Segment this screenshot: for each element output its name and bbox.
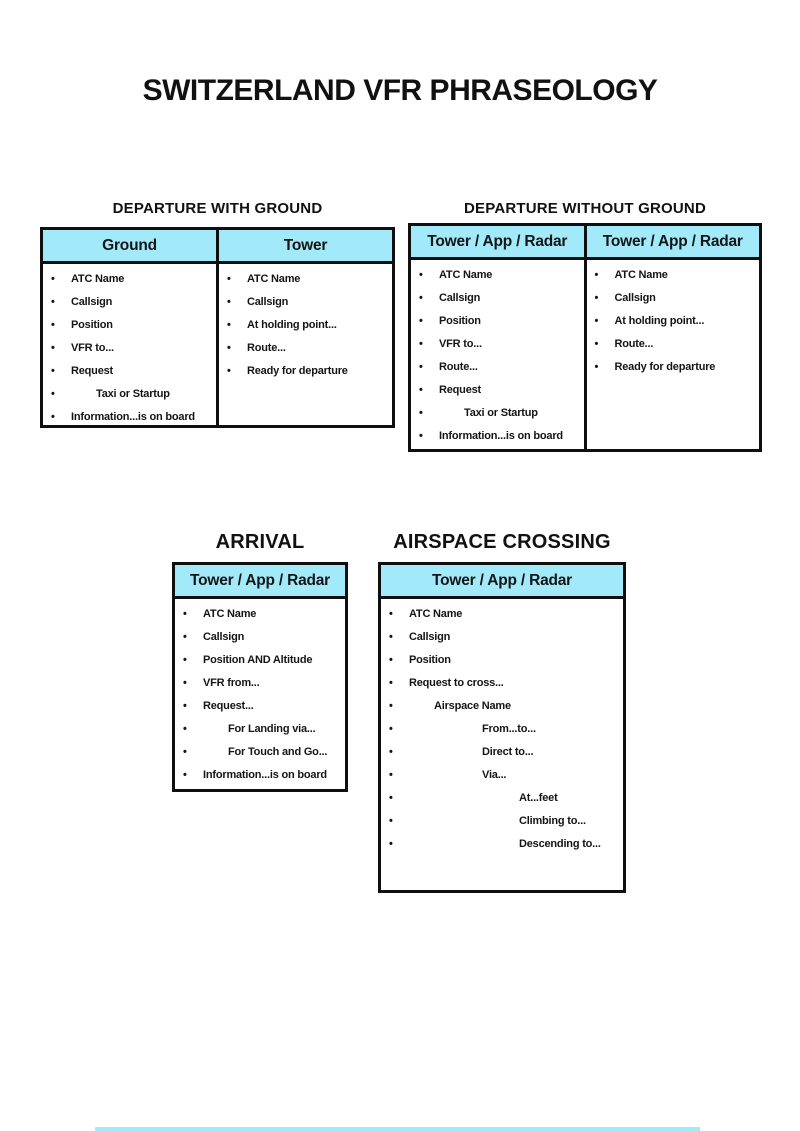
item-text: For Touch and Go... (228, 745, 328, 758)
list-item (587, 332, 760, 355)
bullet-icon: • (594, 337, 599, 350)
list-item (219, 313, 392, 336)
bullet-icon: • (389, 745, 393, 758)
column-body (175, 599, 345, 786)
phraseology-table (40, 227, 395, 428)
bullet-icon: • (183, 699, 187, 712)
list-item (381, 763, 623, 786)
bullet-icon: • (389, 791, 393, 804)
list-item (219, 267, 392, 290)
bullet-icon: • (183, 653, 187, 666)
list-item (43, 382, 216, 405)
list-item (381, 648, 623, 671)
item-text: Route... (614, 337, 654, 350)
item-text: For Landing via... (228, 722, 316, 735)
bullet-icon: • (419, 291, 423, 304)
list-item (43, 313, 216, 336)
item-text: Taxi or Startup (464, 406, 538, 419)
bullet-icon: • (51, 295, 55, 308)
column-body (219, 264, 392, 382)
list-item (175, 717, 345, 740)
item-text: Request (439, 383, 481, 396)
item-text: Position (439, 314, 481, 327)
item-text: ATC Name (409, 607, 463, 620)
list-item (411, 355, 584, 378)
item-text: From...to... (482, 722, 536, 735)
bullet-icon: • (51, 387, 55, 400)
bullet-icon: • (594, 360, 599, 373)
list-item (219, 290, 392, 313)
column-header: Tower / App / Radar (587, 226, 760, 260)
list-item (381, 602, 623, 625)
bullet-icon: • (227, 364, 231, 377)
item-text: At holding point... (614, 314, 705, 327)
item-text: Direct to... (482, 745, 534, 758)
section-title: AIRSPACE CROSSING (393, 531, 611, 553)
list-item (175, 763, 345, 786)
bullet-icon: • (227, 272, 231, 285)
item-text: Information...is on board (203, 768, 327, 781)
item-text: At holding point... (247, 318, 337, 331)
table-column (43, 230, 216, 425)
bullet-icon: • (389, 837, 393, 850)
item-text: Callsign (614, 291, 656, 304)
bullet-icon: • (183, 722, 187, 735)
list-item (411, 263, 584, 286)
item-text: ATC Name (203, 607, 257, 620)
list-item (411, 424, 584, 447)
list-item (175, 671, 345, 694)
bullet-icon: • (389, 768, 393, 781)
item-text: Request to cross... (409, 676, 504, 689)
column-header: Ground (43, 230, 216, 264)
list-item (411, 309, 584, 332)
bullet-icon: • (183, 676, 187, 689)
bullet-icon: • (389, 630, 393, 643)
bullet-icon: • (419, 314, 423, 327)
item-text: Callsign (71, 295, 113, 308)
bullet-icon: • (389, 607, 393, 620)
table-column (584, 226, 760, 449)
item-text: At...feet (519, 791, 558, 804)
phraseology-table (172, 562, 348, 792)
section-airspace-crossing (378, 531, 626, 893)
list-item (175, 648, 345, 671)
list-item (381, 694, 623, 717)
item-text: Descending to... (519, 837, 601, 850)
bullet-icon: • (389, 653, 393, 666)
bullet-icon: • (594, 268, 599, 281)
list-item (219, 359, 392, 382)
item-text: VFR to... (439, 337, 482, 350)
list-item (175, 694, 345, 717)
item-text: Information...is on board (439, 429, 563, 442)
item-text: VFR to... (71, 341, 114, 354)
list-item (175, 602, 345, 625)
bullet-icon: • (183, 607, 187, 620)
list-item (381, 625, 623, 648)
item-text: ATC Name (247, 272, 301, 285)
table-column (216, 230, 392, 425)
bullet-icon: • (594, 291, 599, 304)
bullet-icon: • (51, 410, 55, 423)
item-text: Via... (482, 768, 507, 781)
bullet-icon: • (183, 630, 187, 643)
list-item (587, 263, 760, 286)
list-item (411, 286, 584, 309)
item-text: Airspace Name (434, 699, 511, 712)
list-item (381, 717, 623, 740)
phraseology-table (378, 562, 626, 893)
list-item (587, 286, 760, 309)
table-column (175, 565, 345, 789)
section-arrival (172, 531, 348, 792)
bullet-icon: • (183, 745, 187, 758)
table-column (411, 226, 584, 449)
bullet-icon: • (227, 295, 231, 308)
bullet-icon: • (51, 318, 55, 331)
bullet-icon: • (594, 314, 599, 327)
item-text: VFR from... (203, 676, 260, 689)
list-item (381, 671, 623, 694)
item-text: ATC Name (614, 268, 668, 281)
bullet-icon: • (389, 676, 393, 689)
list-item (43, 405, 216, 428)
list-item (411, 332, 584, 355)
column-body (381, 599, 623, 855)
column-body (43, 264, 216, 428)
item-text: ATC Name (71, 272, 125, 285)
list-item (587, 309, 760, 332)
bullet-icon: • (51, 364, 55, 377)
list-item (381, 832, 623, 855)
bullet-icon: • (183, 768, 187, 781)
item-text: Callsign (439, 291, 481, 304)
item-text: Climbing to... (519, 814, 586, 827)
column-body (411, 260, 584, 447)
phraseology-table (408, 223, 762, 452)
bullet-icon: • (419, 337, 423, 350)
item-text: Callsign (247, 295, 289, 308)
section-departure-with-ground (40, 200, 395, 428)
item-text: Request... (203, 699, 254, 712)
item-text: ATC Name (439, 268, 493, 281)
list-item (587, 355, 760, 378)
item-text: Position (409, 653, 451, 666)
list-item (175, 740, 345, 763)
list-item (43, 267, 216, 290)
bullet-icon: • (419, 406, 423, 419)
item-text: Route... (439, 360, 478, 373)
bullet-icon: • (419, 383, 423, 396)
next-page-table-edge (95, 1127, 700, 1131)
list-item (381, 809, 623, 832)
list-item (411, 401, 584, 424)
item-text: Taxi or Startup (96, 387, 170, 400)
section-departure-without-ground (408, 200, 762, 452)
column-body (587, 260, 760, 378)
bullet-icon: • (389, 722, 393, 735)
list-item (175, 625, 345, 648)
column-header: Tower / App / Radar (411, 226, 584, 260)
bullet-icon: • (389, 699, 393, 712)
list-item (219, 336, 392, 359)
item-text: Ready for departure (247, 364, 348, 377)
section-title: DEPARTURE WITHOUT GROUND (463, 200, 706, 217)
item-text: Position AND Altitude (203, 653, 313, 666)
item-text: Callsign (409, 630, 451, 643)
bullet-icon: • (227, 318, 231, 331)
item-text: Request (71, 364, 113, 377)
item-text: Position (71, 318, 113, 331)
list-item (43, 359, 216, 382)
list-item (381, 740, 623, 763)
section-title: DEPARTURE WITH GROUND (112, 200, 323, 217)
section-title: ARRIVAL (215, 531, 305, 553)
page-title: SWITZERLAND VFR PHRASEOLOGY (142, 74, 658, 107)
bullet-icon: • (419, 268, 423, 281)
bullet-icon: • (419, 360, 423, 373)
bullet-icon: • (51, 341, 55, 354)
bullet-icon: • (227, 341, 231, 354)
column-header: Tower (219, 230, 392, 264)
bullet-icon: • (419, 429, 423, 442)
item-text: Information...is on board (71, 410, 195, 423)
list-item (381, 786, 623, 809)
column-header: Tower / App / Radar (175, 565, 345, 599)
list-item (43, 290, 216, 313)
list-item (43, 336, 216, 359)
table-column (381, 565, 623, 890)
item-text: Ready for departure (614, 360, 716, 373)
bullet-icon: • (389, 814, 393, 827)
list-item (411, 378, 584, 401)
column-header: Tower / App / Radar (381, 565, 623, 599)
item-text: Callsign (203, 630, 245, 643)
item-text: Route... (247, 341, 286, 354)
bullet-icon: • (51, 272, 55, 285)
